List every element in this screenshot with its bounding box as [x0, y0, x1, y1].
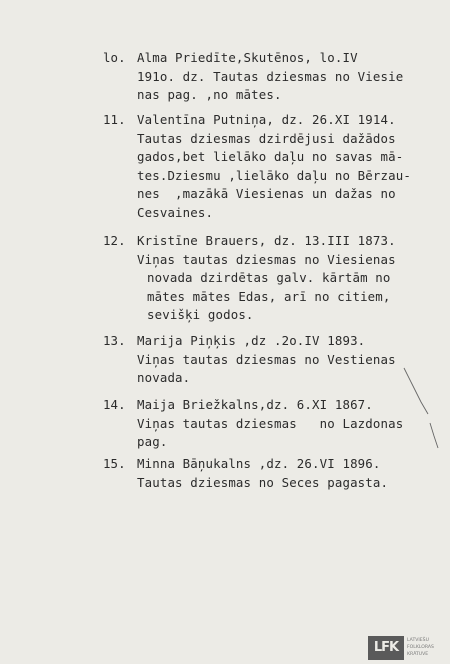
entry-line: Minna Bāņukalns ,dz. 26.VI 1896.: [137, 456, 381, 471]
entry-line: Tautas dziesmas dzirdējusi dažādos: [137, 130, 396, 146]
entry-line: novada.: [137, 370, 191, 385]
entry-number: 11.: [103, 112, 126, 127]
logo-text-line: KRĀTUVE: [407, 652, 429, 657]
entry-line: Kristīne Brauers, dz. 13.III 1873.: [137, 233, 396, 248]
entry-number: 13.: [103, 333, 126, 348]
entry-line: 191o. dz. Tautas dziesmas no Viesie: [137, 68, 404, 84]
entry-line: Tautas dziesmas no Seces pagasta.: [137, 474, 389, 490]
logo-text: [407, 637, 449, 658]
entry-line: Valentīna Putniņa, dz. 26.XI 1914.: [137, 112, 396, 127]
entry-line: novada dzirdētas galv. kārtām no: [147, 270, 391, 285]
entry-number: lo.: [103, 50, 126, 65]
logo-text-line: FOLKLORAS: [407, 645, 434, 650]
logo-mark: LFK: [368, 636, 404, 660]
entry-line: Viņas tautas dziesmas no Lazdonas: [137, 415, 404, 431]
entry-line: Maija Briežkalns,dz. 6.XI 1867.: [137, 397, 373, 412]
entry-line: gados,bet lielāko daļu no savas mā-: [137, 149, 404, 164]
logo-text-line: LATVIEŠU: [407, 638, 429, 643]
entry-line: pag.: [137, 434, 168, 449]
entry-line: mātes mātes Edas, arī no citiem,: [147, 288, 391, 304]
archive-logo: [368, 636, 448, 660]
entry-line: nes ,mazākā Viesienas un dažas no: [137, 186, 396, 201]
entry-number: 15.: [103, 456, 126, 471]
entry-line: nas pag. ,no mātes.: [137, 87, 282, 102]
entry-line: Cesvaines.: [137, 204, 214, 220]
entry-line: Alma Priedīte,Skutēnos, lo.IV: [137, 50, 358, 65]
entry-line: Viņas tautas dziesmas no Viesienas: [137, 251, 396, 267]
entry-line: Marija Piņķis ,dz .2o.IV 1893.: [137, 333, 366, 348]
entry-number: 14.: [103, 397, 126, 412]
entry-line: sevišķi godos.: [147, 307, 254, 322]
entry-line: tes.Dziesmu ,lielāko daļu no Bērzau-: [137, 167, 411, 183]
entry-number: 12.: [103, 233, 126, 248]
entry-line: Viņas tautas dziesmas no Vestienas: [137, 351, 396, 367]
